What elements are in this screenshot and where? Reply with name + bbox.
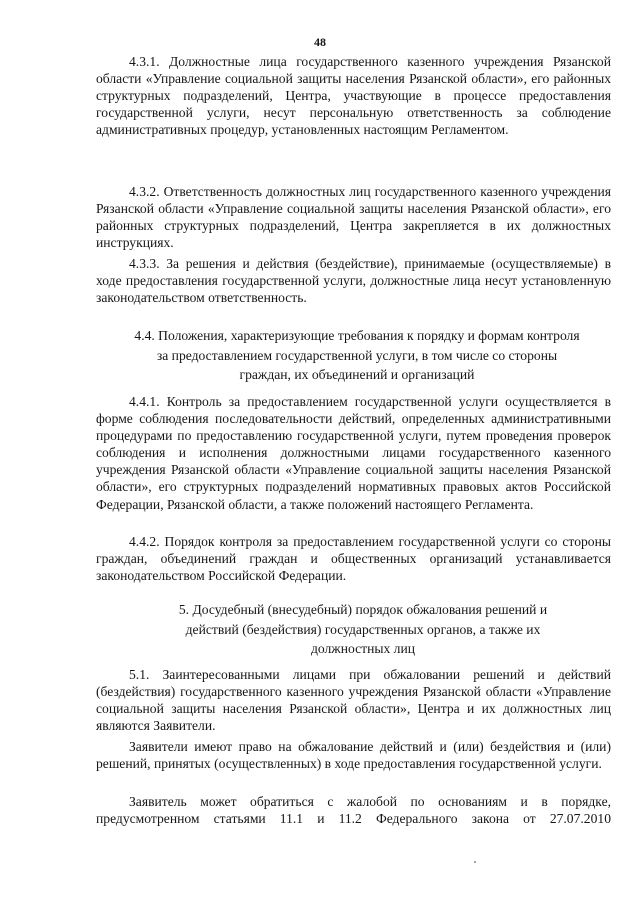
paragraph-4-3-3: 4.3.3. За решения и действия (бездействие), принимаемые (осуществляемые) в ходе предоставления государственной услуги, должностные лица несут установленную законодательством ответственность. [96,256,611,306]
paragraph-4-3-1: 4.3.1. Должностные лица государственного казенного учреждения Рязанской области «Управление социальной защиты населения Рязанской области», его районных структурных подразделений, Центра, участвующие в процессе предоставления государственной услуги, несут персональную ответственность за соблюдение административных процедур, установленных настоящим Регламентом. [96,54,611,138]
page-number: 48 [314,35,326,49]
section-heading-4-4: 4.4. Положения, характеризующие требования к порядку и формам контроля за предоставлением государственной услуги, в том числе со стороны граждан, их объединений и организаций [134,328,580,382]
paragraph-4-4-2: 4.4.2. Порядок контроля за предоставлением государственной услуги со стороны граждан, объединений граждан и общественных организаций устанавливается законодательством Российской Федерации. [96,534,611,584]
section-heading-5: 5. Досудебный (внесудебный) порядок обжалования решений и действий (бездействия) государственных органов, а также их должностных лиц [178,602,548,656]
paragraph-4-4-1: 4.4.1. Контроль за предоставлением государственной услуги осуществляется в форме соблюдения последовательности действий, определенных административными процедурами по предоставлению государственной услуги, путем проведения проверок соблюдения и исполнения должностными лицами государственного казенного учреждения Рязанской области «Управление социальной защиты населения Рязанской области», его структурных подразделений нормативных правовых актов Российской Федерации, Рязанской области, а также положений настоящего Регламента. [96,394,611,512]
paragraph-5-1: 5.1. Заинтересованными лицами при обжаловании решений и действий (бездействия) государственного казенного учреждения Рязанской области «Управление социальной защиты населения Рязанской области», Центра и их должностных лиц являются Заявители. [96,667,611,734]
paragraph-5-1-applicants-right: Заявители имеют право на обжалование действий и (или) бездействия и (или) решений, принятых (осуществленных) в ходе предоставления государственной услуги. [96,739,611,772]
scan-speck [474,861,476,863]
paragraph-5-1-complaint: Заявитель может обратиться с жалобой по основаниям и в порядке, предусмотренном статьями 11.1 и 11.2 Федерального закона от 27.07.2010 [96,794,611,827]
paragraph-4-3-2: 4.3.2. Ответственность должностных лиц государственного казенного учреждения Рязанской области «Управление социальной защиты населения Рязанской области», его районных структурных подразделений, Центра закрепляется в их должностных инструкциях. [96,184,611,251]
